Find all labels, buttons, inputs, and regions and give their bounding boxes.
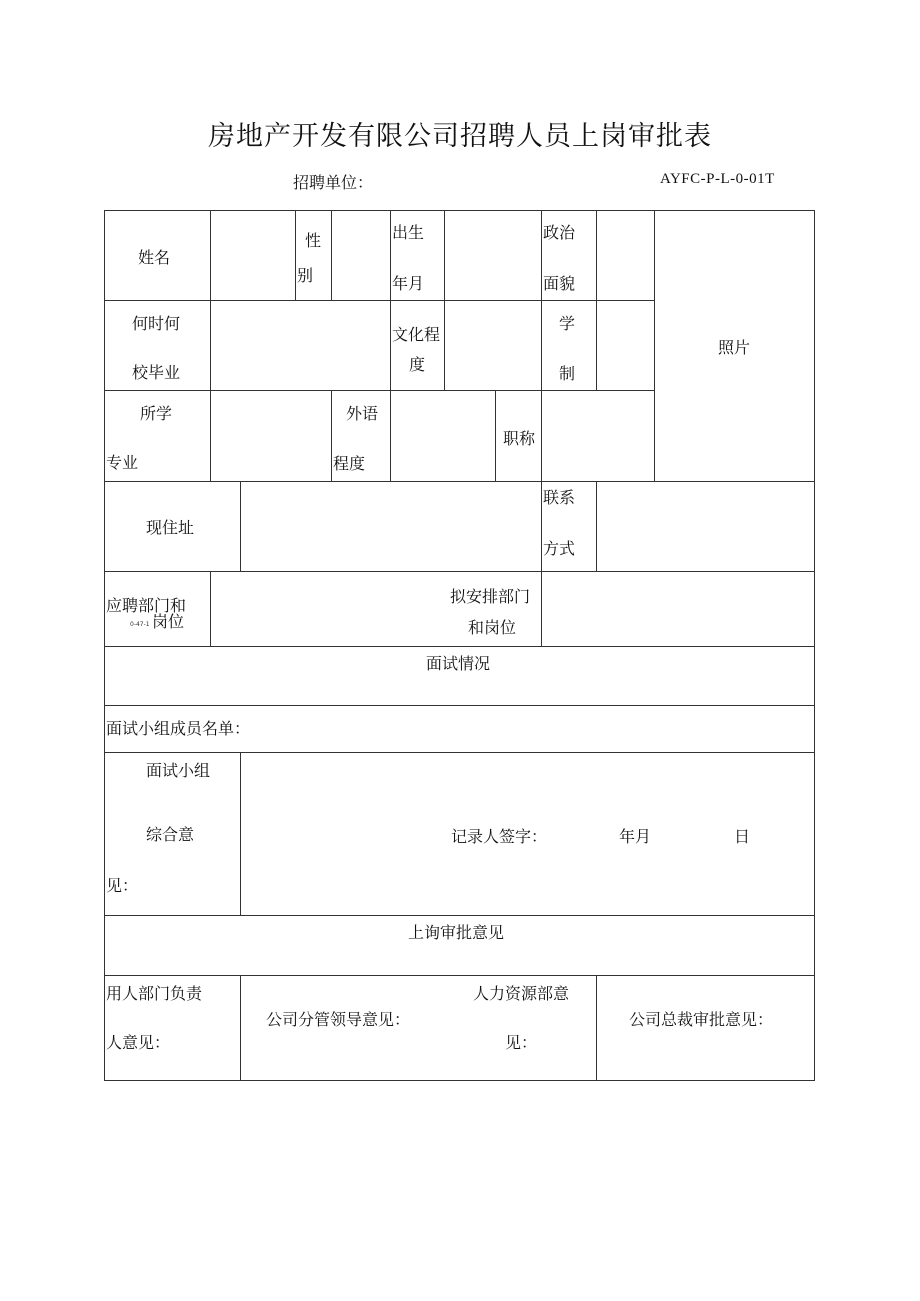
grid-line [104, 390, 655, 391]
interview-opinion-label-line2: 综合意 [146, 825, 195, 844]
table-border-bottom [104, 1080, 815, 1081]
grid-line [210, 571, 211, 646]
name-label: 姓名 [138, 248, 171, 267]
major-label-line1: 所学 [140, 404, 173, 423]
birth-label-line2: 年月 [392, 274, 425, 293]
grid-line [541, 300, 542, 390]
education-label-line2: 度 [409, 355, 426, 374]
grid-line [331, 390, 332, 481]
birth-label-line1: 出生 [392, 223, 425, 242]
grid-line [444, 300, 445, 390]
graduation-label-line2: 校毕业 [132, 363, 181, 382]
schooling-label-line2: 制 [559, 364, 576, 383]
major-label-line2: 专业 [106, 453, 139, 472]
grid-line [390, 300, 391, 390]
apply-dept-label-line2: 岗位 [152, 612, 185, 631]
grid-line [104, 975, 815, 976]
interview-members-label: 面试小组成员名单： [106, 719, 251, 738]
grid-line [444, 210, 445, 300]
grid-line [541, 210, 542, 300]
contact-label-line1: 联系 [543, 488, 576, 507]
contact-label-line2: 方式 [543, 539, 576, 558]
grid-line [390, 210, 391, 300]
president-opinion-label: 公司总裁审批意见： [629, 1010, 774, 1029]
grid-line [596, 975, 597, 1080]
language-label-line2: 程度 [333, 454, 366, 473]
grid-line [596, 210, 597, 300]
form-code: AYFC-P-L-0-01T [660, 171, 775, 187]
grid-line [104, 752, 815, 753]
grid-line [210, 390, 211, 481]
grid-line [104, 705, 815, 706]
grid-line [331, 210, 332, 300]
graduation-label-line1: 何时何 [132, 314, 181, 333]
apply-dept-note: 0-47-1 [130, 621, 150, 628]
grid-line [541, 571, 542, 646]
day-label: 日 [734, 827, 751, 846]
apply-dept-label-line1: 应聘部门和 [106, 596, 187, 615]
grid-line [240, 752, 241, 915]
interview-opinion-label-line3: 见： [106, 876, 139, 895]
political-label-line2: 面貌 [543, 274, 576, 293]
grid-line [390, 390, 391, 481]
grid-line [295, 210, 296, 300]
grid-line [495, 390, 496, 481]
arrange-dept-label-line1: 拟安排部门 [450, 587, 531, 606]
dept-head-opinion-line2: 人意见： [106, 1033, 171, 1052]
grid-line [541, 390, 542, 481]
hr-opinion-line1: 人力资源部意 [473, 984, 570, 1003]
gender-label-line1: 性 [305, 231, 322, 250]
education-label-line1: 文化程 [392, 325, 441, 344]
address-label: 现住址 [146, 518, 195, 537]
grid-line [210, 300, 211, 390]
vp-opinion-label: 公司分管领导意见： [266, 1010, 411, 1029]
recruiting-unit-label: 招聘单位： [293, 173, 374, 192]
form-title: 房地产开发有限公司招聘人员上岗审批表 [208, 121, 712, 152]
table-border-left [104, 210, 105, 1081]
approval-section-label: 上询审批意见 [408, 923, 505, 942]
grid-line [104, 481, 815, 482]
professional-title-label: 职称 [503, 429, 536, 448]
grid-line [240, 481, 241, 571]
interview-opinion-label-line1: 面试小组 [146, 761, 211, 780]
grid-line [210, 210, 211, 300]
gender-label-line2: 别 [297, 266, 314, 285]
recorder-signature-label: 记录人签字： [451, 827, 548, 846]
language-label-line1: 外语 [346, 404, 379, 423]
grid-line [596, 300, 597, 390]
photo-label: 照片 [718, 338, 751, 357]
hr-opinion-line2: 见： [505, 1033, 538, 1052]
grid-line [104, 915, 815, 916]
year-month-label: 年月 [619, 827, 652, 846]
interview-section-label: 面试情况 [426, 654, 491, 673]
grid-line [654, 210, 655, 481]
dept-head-opinion-line1: 用人部门负责 [106, 984, 203, 1003]
grid-line [541, 481, 542, 571]
grid-line [240, 975, 241, 1080]
grid-line [596, 481, 597, 571]
schooling-label-line1: 学 [559, 314, 576, 333]
grid-line [104, 300, 655, 301]
table-border-right [814, 210, 815, 1081]
arrange-dept-label-line2: 和岗位 [468, 618, 517, 637]
grid-line [104, 646, 815, 647]
political-label-line1: 政治 [543, 223, 576, 242]
